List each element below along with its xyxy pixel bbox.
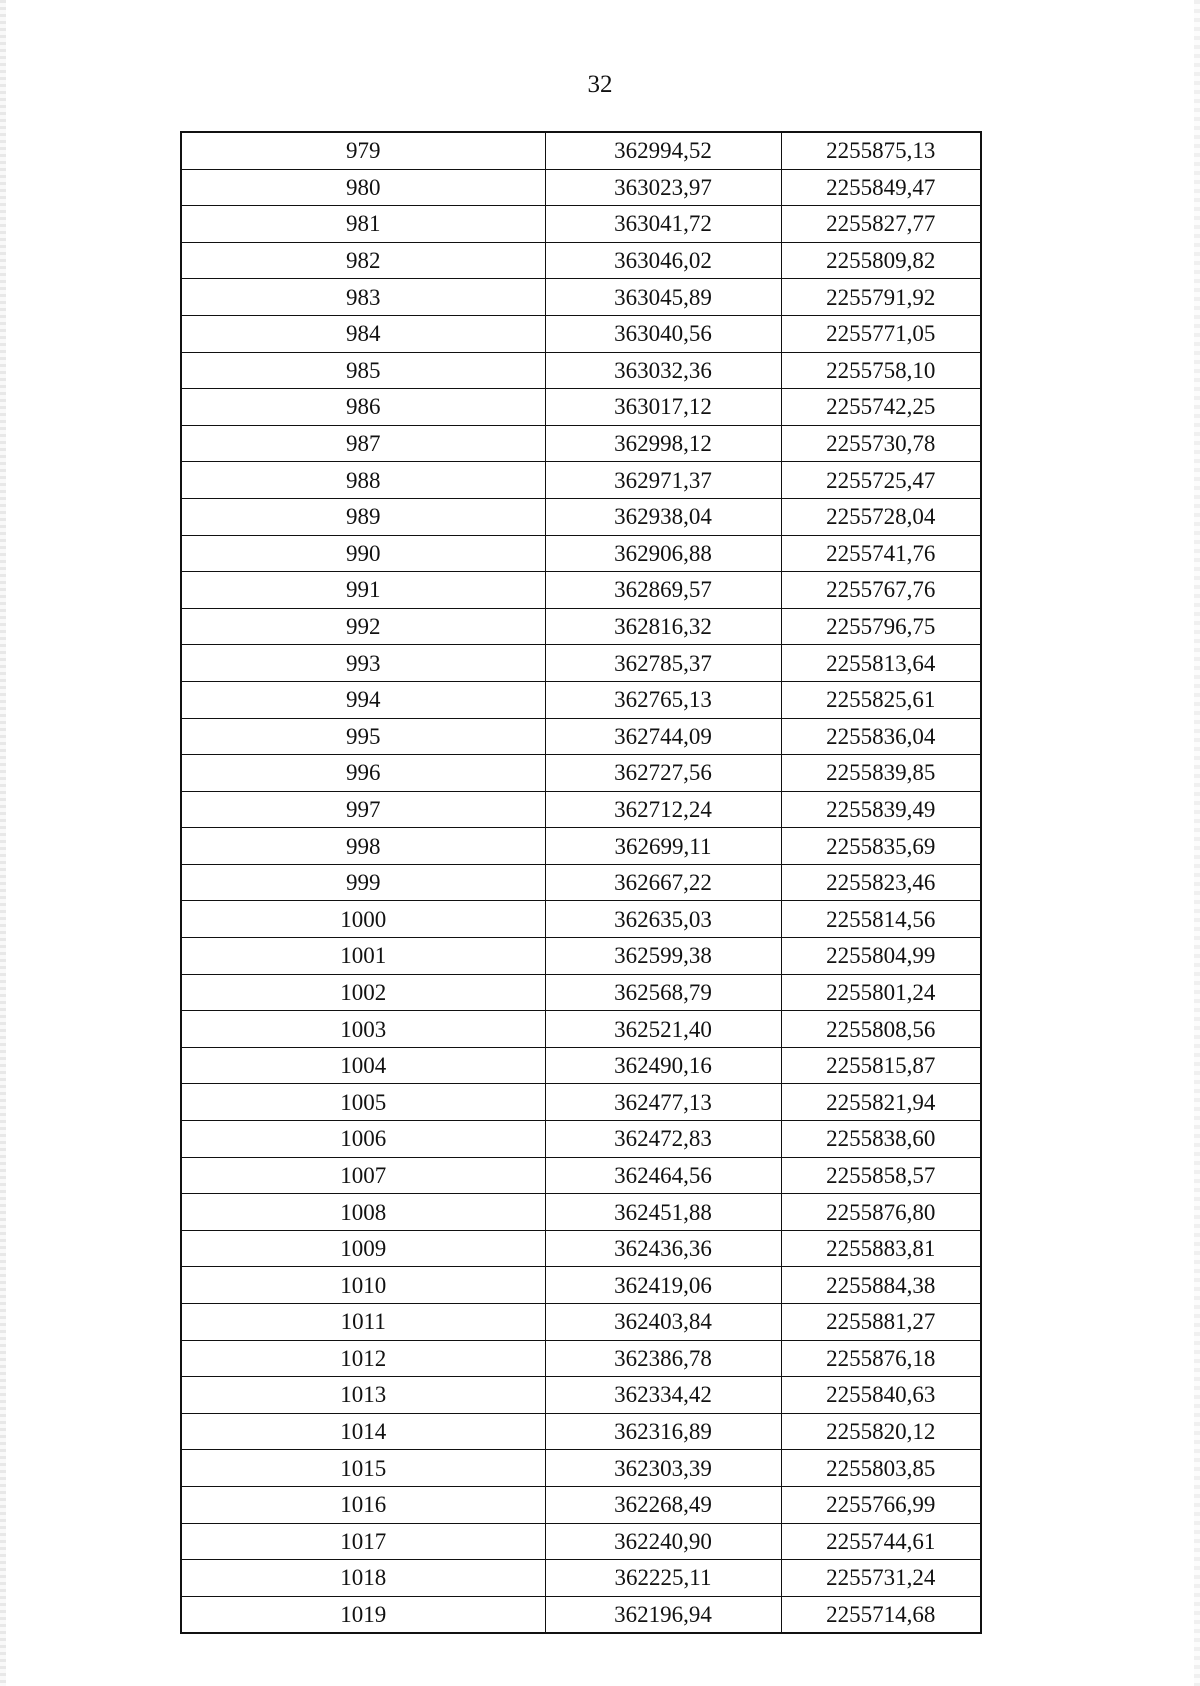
point-number-cell: 1009 — [181, 1230, 545, 1267]
point-number-cell: 1017 — [181, 1523, 545, 1560]
point-number-cell: 1008 — [181, 1194, 545, 1231]
point-number-cell: 1019 — [181, 1596, 545, 1633]
x-coordinate-cell: 362472,83 — [545, 1121, 781, 1158]
x-coordinate-cell: 362971,37 — [545, 462, 781, 499]
y-coordinate-cell: 2255840,63 — [781, 1377, 981, 1414]
point-number-cell: 980 — [181, 169, 545, 206]
point-number-cell: 1005 — [181, 1084, 545, 1121]
point-number-cell: 1014 — [181, 1413, 545, 1450]
point-number-cell: 1002 — [181, 974, 545, 1011]
point-number-cell: 979 — [181, 132, 545, 169]
table-row — [181, 1084, 981, 1121]
y-coordinate-cell: 2255875,13 — [781, 132, 981, 169]
table-row — [181, 1377, 981, 1414]
point-number-cell: 993 — [181, 645, 545, 682]
y-coordinate-cell: 2255767,76 — [781, 572, 981, 609]
y-coordinate-cell: 2255858,57 — [781, 1157, 981, 1194]
x-coordinate-cell: 363046,02 — [545, 242, 781, 279]
x-coordinate-cell: 362490,16 — [545, 1047, 781, 1084]
y-coordinate-cell: 2255714,68 — [781, 1596, 981, 1633]
y-coordinate-cell: 2255823,46 — [781, 864, 981, 901]
y-coordinate-cell: 2255796,75 — [781, 608, 981, 645]
y-coordinate-cell: 2255815,87 — [781, 1047, 981, 1084]
table-row — [181, 681, 981, 718]
point-number-cell: 1013 — [181, 1377, 545, 1414]
table-row — [181, 1304, 981, 1341]
y-coordinate-cell: 2255744,61 — [781, 1523, 981, 1560]
x-coordinate-cell: 362403,84 — [545, 1304, 781, 1341]
table-row — [181, 1194, 981, 1231]
table-row — [181, 1230, 981, 1267]
x-coordinate-cell: 362240,90 — [545, 1523, 781, 1560]
x-coordinate-cell: 362419,06 — [545, 1267, 781, 1304]
y-coordinate-cell: 2255813,64 — [781, 645, 981, 682]
point-number-cell: 987 — [181, 425, 545, 462]
x-coordinate-cell: 362477,13 — [545, 1084, 781, 1121]
x-coordinate-cell: 363045,89 — [545, 279, 781, 316]
x-coordinate-cell: 362436,36 — [545, 1230, 781, 1267]
y-coordinate-cell: 2255742,25 — [781, 389, 981, 426]
y-coordinate-cell: 2255876,18 — [781, 1340, 981, 1377]
y-coordinate-cell: 2255808,56 — [781, 1011, 981, 1048]
table-row — [181, 645, 981, 682]
y-coordinate-cell: 2255809,82 — [781, 242, 981, 279]
y-coordinate-cell: 2255731,24 — [781, 1560, 981, 1597]
table-row — [181, 1121, 981, 1158]
table-row — [181, 1011, 981, 1048]
y-coordinate-cell: 2255803,85 — [781, 1450, 981, 1487]
table-row — [181, 132, 981, 169]
table-row — [181, 1413, 981, 1450]
y-coordinate-cell: 2255804,99 — [781, 938, 981, 975]
table-row — [181, 279, 981, 316]
y-coordinate-cell: 2255876,80 — [781, 1194, 981, 1231]
table-row — [181, 901, 981, 938]
table-row — [181, 938, 981, 975]
y-coordinate-cell: 2255725,47 — [781, 462, 981, 499]
x-coordinate-cell: 362727,56 — [545, 755, 781, 792]
table-row — [181, 169, 981, 206]
x-coordinate-cell: 362386,78 — [545, 1340, 781, 1377]
table-row — [181, 864, 981, 901]
y-coordinate-cell: 2255825,61 — [781, 681, 981, 718]
x-coordinate-cell: 362712,24 — [545, 791, 781, 828]
point-number-cell: 1004 — [181, 1047, 545, 1084]
x-coordinate-cell: 362765,13 — [545, 681, 781, 718]
x-coordinate-cell: 363032,36 — [545, 352, 781, 389]
point-number-cell: 981 — [181, 206, 545, 243]
table-row — [181, 791, 981, 828]
point-number-cell: 985 — [181, 352, 545, 389]
y-coordinate-cell: 2255758,10 — [781, 352, 981, 389]
y-coordinate-cell: 2255881,27 — [781, 1304, 981, 1341]
point-number-cell: 1016 — [181, 1486, 545, 1523]
x-coordinate-cell: 362303,39 — [545, 1450, 781, 1487]
y-coordinate-cell: 2255827,77 — [781, 206, 981, 243]
table-row — [181, 1047, 981, 1084]
x-coordinate-cell: 362225,11 — [545, 1560, 781, 1597]
x-coordinate-cell: 362635,03 — [545, 901, 781, 938]
point-number-cell: 986 — [181, 389, 545, 426]
y-coordinate-cell: 2255791,92 — [781, 279, 981, 316]
table-row — [181, 608, 981, 645]
point-number-cell: 983 — [181, 279, 545, 316]
y-coordinate-cell: 2255741,76 — [781, 535, 981, 572]
x-coordinate-cell: 363040,56 — [545, 315, 781, 352]
x-coordinate-cell: 362785,37 — [545, 645, 781, 682]
y-coordinate-cell: 2255728,04 — [781, 498, 981, 535]
page-number: 32 — [587, 71, 613, 98]
point-number-cell: 982 — [181, 242, 545, 279]
x-coordinate-cell: 362451,88 — [545, 1194, 781, 1231]
x-coordinate-cell: 362816,32 — [545, 608, 781, 645]
coordinates-table — [180, 131, 982, 1634]
point-number-cell: 996 — [181, 755, 545, 792]
x-coordinate-cell: 362268,49 — [545, 1486, 781, 1523]
y-coordinate-cell: 2255835,69 — [781, 828, 981, 865]
x-coordinate-cell: 362568,79 — [545, 974, 781, 1011]
x-coordinate-cell: 362906,88 — [545, 535, 781, 572]
x-coordinate-cell: 362938,04 — [545, 498, 781, 535]
point-number-cell: 999 — [181, 864, 545, 901]
x-coordinate-cell: 362196,94 — [545, 1596, 781, 1633]
table-row — [181, 206, 981, 243]
y-coordinate-cell: 2255730,78 — [781, 425, 981, 462]
table-row — [181, 462, 981, 499]
point-number-cell: 1010 — [181, 1267, 545, 1304]
table-row — [181, 498, 981, 535]
y-coordinate-cell: 2255820,12 — [781, 1413, 981, 1450]
point-number-cell: 984 — [181, 315, 545, 352]
table-row — [181, 1560, 981, 1597]
x-coordinate-cell: 363023,97 — [545, 169, 781, 206]
x-coordinate-cell: 362744,09 — [545, 718, 781, 755]
y-coordinate-cell: 2255814,56 — [781, 901, 981, 938]
x-coordinate-cell: 363017,12 — [545, 389, 781, 426]
point-number-cell: 998 — [181, 828, 545, 865]
scan-edge-left — [0, 0, 6, 1686]
table-row — [181, 425, 981, 462]
x-coordinate-cell: 362334,42 — [545, 1377, 781, 1414]
point-number-cell: 992 — [181, 608, 545, 645]
table-row — [181, 974, 981, 1011]
y-coordinate-cell: 2255849,47 — [781, 169, 981, 206]
coordinates-table-body — [181, 132, 981, 1633]
x-coordinate-cell: 362994,52 — [545, 132, 781, 169]
table-row — [181, 1596, 981, 1633]
y-coordinate-cell: 2255771,05 — [781, 315, 981, 352]
table-row — [181, 718, 981, 755]
table-row — [181, 572, 981, 609]
point-number-cell: 1003 — [181, 1011, 545, 1048]
x-coordinate-cell: 362667,22 — [545, 864, 781, 901]
table-row — [181, 315, 981, 352]
point-number-cell: 990 — [181, 535, 545, 572]
y-coordinate-cell: 2255884,38 — [781, 1267, 981, 1304]
table-row — [181, 535, 981, 572]
y-coordinate-cell: 2255839,49 — [781, 791, 981, 828]
table-row — [181, 1486, 981, 1523]
x-coordinate-cell: 362521,40 — [545, 1011, 781, 1048]
table-row — [181, 389, 981, 426]
x-coordinate-cell: 363041,72 — [545, 206, 781, 243]
table-row — [181, 352, 981, 389]
point-number-cell: 988 — [181, 462, 545, 499]
point-number-cell: 997 — [181, 791, 545, 828]
y-coordinate-cell: 2255801,24 — [781, 974, 981, 1011]
point-number-cell: 1011 — [181, 1304, 545, 1341]
table-row — [181, 1157, 981, 1194]
table-row — [181, 1340, 981, 1377]
point-number-cell: 1000 — [181, 901, 545, 938]
point-number-cell: 991 — [181, 572, 545, 609]
point-number-cell: 994 — [181, 681, 545, 718]
point-number-cell: 1007 — [181, 1157, 545, 1194]
point-number-cell: 1012 — [181, 1340, 545, 1377]
x-coordinate-cell: 362998,12 — [545, 425, 781, 462]
x-coordinate-cell: 362869,57 — [545, 572, 781, 609]
point-number-cell: 1006 — [181, 1121, 545, 1158]
table-row — [181, 1267, 981, 1304]
point-number-cell: 1018 — [181, 1560, 545, 1597]
point-number-cell: 995 — [181, 718, 545, 755]
x-coordinate-cell: 362316,89 — [545, 1413, 781, 1450]
y-coordinate-cell: 2255839,85 — [781, 755, 981, 792]
scan-edge-right — [1194, 0, 1200, 1686]
x-coordinate-cell: 362699,11 — [545, 828, 781, 865]
y-coordinate-cell: 2255821,94 — [781, 1084, 981, 1121]
table-row — [181, 242, 981, 279]
y-coordinate-cell: 2255838,60 — [781, 1121, 981, 1158]
y-coordinate-cell: 2255883,81 — [781, 1230, 981, 1267]
table-row — [181, 755, 981, 792]
x-coordinate-cell: 362464,56 — [545, 1157, 781, 1194]
point-number-cell: 989 — [181, 498, 545, 535]
table-row — [181, 828, 981, 865]
table-row — [181, 1523, 981, 1560]
point-number-cell: 1015 — [181, 1450, 545, 1487]
x-coordinate-cell: 362599,38 — [545, 938, 781, 975]
table-row — [181, 1450, 981, 1487]
point-number-cell: 1001 — [181, 938, 545, 975]
y-coordinate-cell: 2255766,99 — [781, 1486, 981, 1523]
y-coordinate-cell: 2255836,04 — [781, 718, 981, 755]
